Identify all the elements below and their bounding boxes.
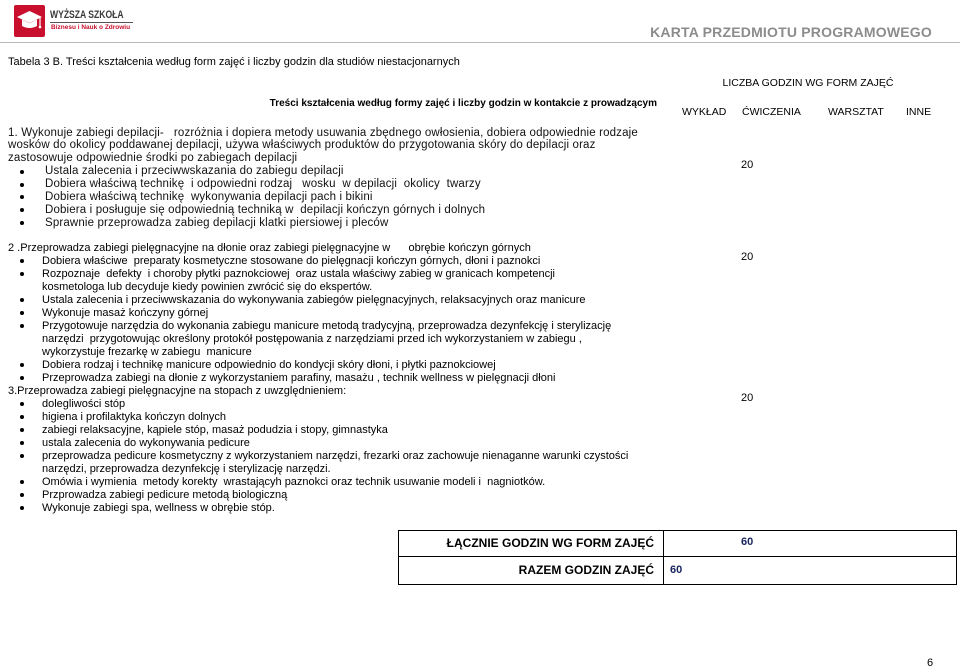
row-2-hours-cwiczenia: 20	[741, 250, 754, 263]
row-intro-line: 3.Przeprowadza zabiegi pielęgnacyjne na stopach z uwzględnieniem:	[8, 384, 347, 397]
bullet-text: Sprawnie przeprowadza zabieg depilacji klatki piersiowej i pleców	[45, 216, 389, 229]
bullet-icon	[20, 195, 24, 199]
bullet-icon	[20, 454, 24, 458]
logo-school-subtitle: Biznesu i Nauk o Zdrowiu	[51, 24, 131, 31]
content-header: Treści kształcenia według formy zajęć i liczby godzin w kontakcie z prowadzącym	[269, 97, 657, 109]
row-intro-line: 2 .Przeprowadza zabiegi pielęgnacyjne na dłonie oraz zabiegi pielęgnacyjne w obrębie kończyn górnych	[8, 241, 531, 254]
bullet-item	[0, 450, 668, 476]
bullet-icon	[20, 170, 24, 174]
hours-header: LICZBA GODZIN WG FORM ZAJĘĆ	[722, 76, 894, 89]
bullet-text: Ustala zalecenia i przeciwwskazania do zabiegu depilacji	[45, 165, 344, 178]
row-3-hours-cwiczenia: 20	[741, 391, 754, 404]
bullet-item	[0, 372, 668, 385]
bullet-item	[0, 178, 668, 191]
column-header-wyklad: WYKŁAD	[682, 105, 727, 118]
total-by-form-row	[398, 530, 957, 557]
bullet-text: zabiegi relaksacyjne, kąpiele stóp, masaż podudzia i stopy, gimnastyka	[42, 423, 388, 436]
row-intro-line: zastosowuje odpowiednie środki po zabiegach depilacji	[8, 152, 298, 165]
bullet-text: Wykonuje zabiegi spa, wellness w obrębie stóp.	[42, 501, 275, 514]
bullet-item	[0, 359, 668, 372]
bullet-text: Dobiera właściwą technikę i odpowiedni rodzaj wosku w depilacji okolicy twarzy	[45, 178, 481, 191]
bullet-item	[0, 411, 668, 424]
bullet-icon	[20, 208, 24, 212]
bullet-item	[0, 255, 668, 268]
school-logo	[14, 5, 136, 37]
table-caption: Tabela 3 B. Treści kształcenia według form zajęć i liczby godzin dla studiów niestacjonarnych	[8, 55, 460, 68]
bullet-text: Wykonuje masaż kończyny górnej	[42, 306, 209, 319]
column-header-warsztat: WARSZTAT	[828, 105, 884, 118]
bullet-text: Dobiera i posługuje się odpowiednią techniką w depilacji kończyn górnych i dolnych	[45, 203, 486, 216]
bullet-text: Omówia i wymienia metody korekty wrastającyh paznokci oraz technik usuwanie modeli i nagniotków.	[42, 475, 546, 488]
bullet-icon	[20, 259, 24, 263]
bullet-item	[0, 268, 668, 294]
bullet-icon	[20, 415, 24, 419]
row-intro-line: 1. Wykonuje zabiegi depilacji- rozróżnia i dopiera metody usuwania zbędnego owłosienia, dobiera odpowiednie rodzaje	[8, 126, 638, 139]
bullet-item	[0, 502, 668, 515]
bullet-item	[0, 320, 668, 359]
content-row-3	[0, 385, 668, 515]
row-intro-line: wosków do okolicy poddawanej depilacji, używa właściwych produktów do przygotowania skóry do depilacji oraz	[8, 139, 596, 152]
bullet-icon	[20, 311, 24, 315]
bullet-text: dolegliwości stóp	[42, 397, 126, 410]
bullet-item	[0, 398, 668, 411]
document-title: KARTA PRZEDMIOTU PROGRAMOWEGO	[650, 24, 932, 40]
total-hours-value: 60	[670, 564, 683, 576]
total-hours-label: RAZEM GODZIN ZAJĘĆ	[399, 557, 664, 584]
bullet-icon	[20, 272, 24, 276]
bullet-item	[0, 165, 668, 178]
column-header-inne: INNE	[906, 105, 932, 118]
bullet-icon	[20, 493, 24, 497]
bullet-item	[0, 424, 668, 437]
logo-school-name: WYŻSZA SZKOŁA	[50, 9, 124, 21]
bullet-icon	[20, 363, 24, 367]
bullet-item	[0, 489, 668, 502]
bullet-text: higiena i profilaktyka kończyn dolnych	[42, 410, 227, 423]
bullet-icon	[20, 376, 24, 380]
bullet-icon	[20, 221, 24, 225]
bullet-icon	[20, 441, 24, 445]
bullet-icon	[20, 480, 24, 484]
bullet-item	[0, 307, 668, 320]
bullet-text: Dobiera właściwe preparaty kosmetyczne stosowane do pielęgnacji kończyn górnych, dłoni i paznokci	[42, 254, 541, 267]
bullet-text: Przeprowadza zabiegi na dłonie z wykorzystaniem parafiny, masażu , technik wellness w pielęgnacji dłoni	[42, 371, 556, 384]
bullet-text: Ustala zalecenia i przeciwwskazania do wykonywania zabiegów pielęgnacyjnych, relaksacyjnych oraz manicure	[42, 293, 586, 306]
bullet-text: wykorzystuje frezarkę w zabiegu manicure	[42, 345, 252, 358]
content-row-1	[0, 127, 668, 230]
bullet-text: Dobiera rodzaj i technikę manicure odpowiednio do kondycji skóry dłoni, i płytki paznokciowej	[42, 358, 496, 371]
bullet-icon	[20, 324, 24, 328]
bullet-icon	[20, 402, 24, 406]
bullet-item	[0, 217, 668, 230]
bullet-item	[0, 204, 668, 217]
bullet-icon	[20, 506, 24, 510]
bullet-text: przeprowadza pedicure kosmetyczny z wykorzystaniem narzędzi, frezarki oraz zachowuje nienaganne warunki czystości	[42, 449, 629, 462]
total-hours-row	[398, 556, 957, 585]
bullet-text: Przygotowuje narzędzia do wykonania zabiegu manicure metodą tradycyjną, przeprowadza dezynfekcję i sterylizację	[42, 319, 612, 332]
bullet-text: kosmetologa lub decyduje kiedy powinien zwrócić się do ekspertów.	[42, 280, 373, 293]
bullet-text: Rozpoznaje defekty i choroby płytki paznokciowej oraz ustala właściwy zabieg w granicach kompetencji	[42, 267, 555, 280]
content-row-2	[0, 242, 668, 385]
bullet-item	[0, 437, 668, 450]
page-number: 6	[927, 656, 934, 669]
row-1-hours-cwiczenia: 20	[741, 158, 754, 171]
bullet-text: Przprowadza zabiegi pedicure metodą biologiczną	[42, 488, 288, 501]
bullet-text: narzędzi przygotowując określony protokół postępowania z narzędziami przed ich wykorzystaniem w zabiegu ,	[42, 332, 582, 345]
bullet-icon	[20, 298, 24, 302]
column-header-cwiczenia: ĆWICZENIA	[742, 105, 801, 118]
bullet-text: ustala zalecenia do wykonywania pedicure	[42, 436, 250, 449]
bullet-icon	[20, 428, 24, 432]
header-divider	[0, 42, 960, 43]
total-by-form-cwiczenia: 60	[741, 536, 754, 548]
bullet-icon	[20, 183, 24, 187]
bullet-item	[0, 191, 668, 204]
bullet-item	[0, 476, 668, 489]
graduation-cap-icon	[14, 5, 45, 37]
total-by-form-label: ŁĄCZNIE GODZIN WG FORM ZAJĘĆ	[399, 531, 664, 556]
bullet-item	[0, 294, 668, 307]
bullet-text: Dobiera właściwą technikę wykonywania depilacji pach i bikini	[45, 191, 373, 204]
bullet-text: narzędzi, przeprowadza dezynfekcję i sterylizację narzędzi.	[42, 462, 331, 475]
